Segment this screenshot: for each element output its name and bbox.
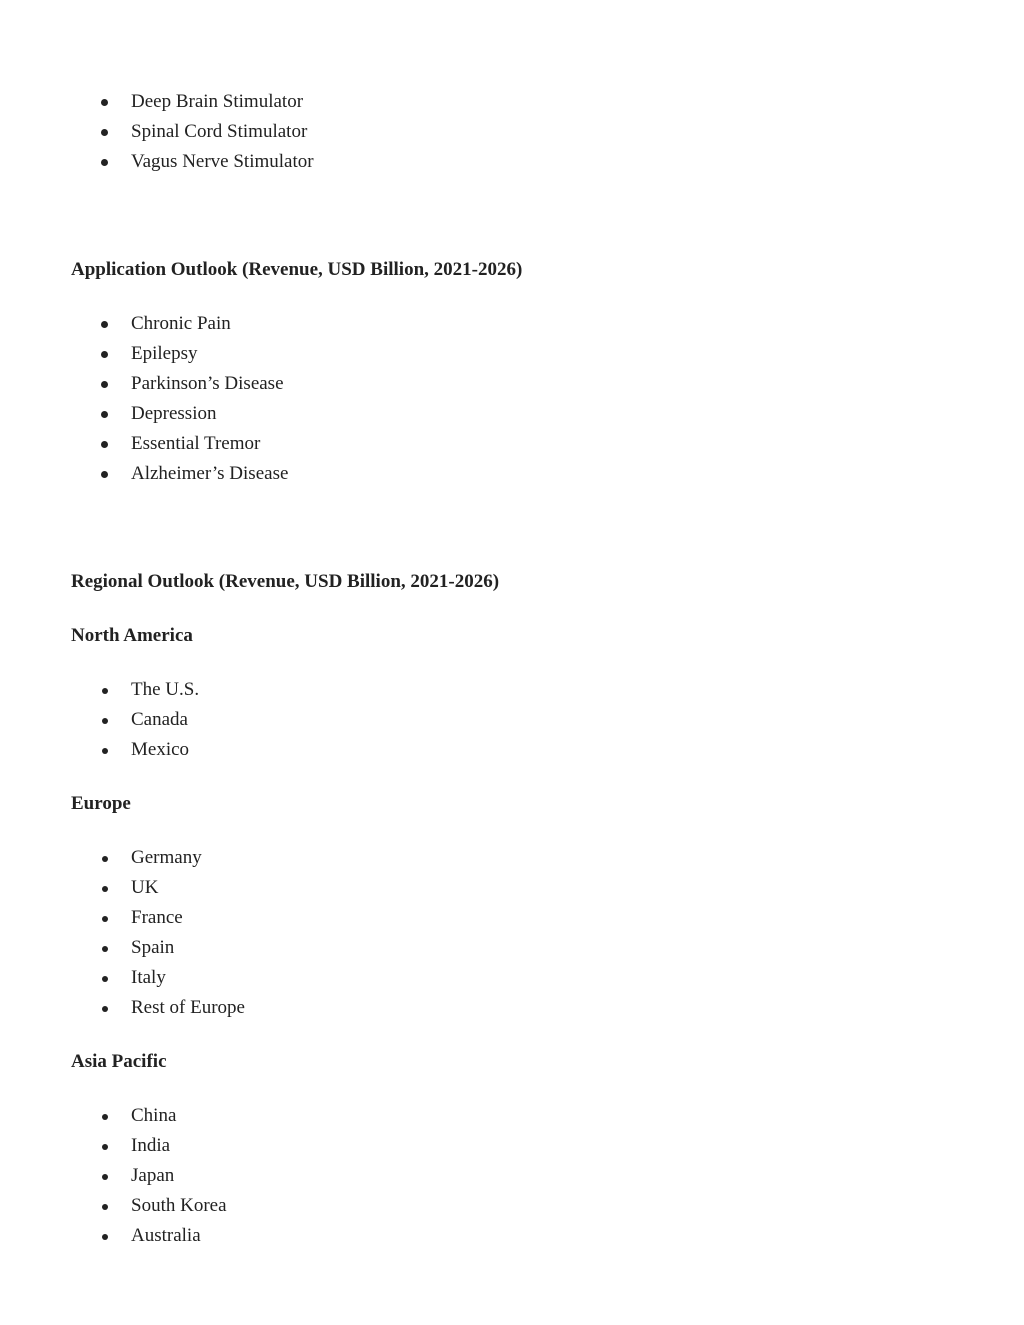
bullet-icon — [102, 718, 108, 724]
list-item-text: South Korea — [131, 1195, 227, 1216]
north-america-list — [0, 675, 199, 765]
list-item-text: Japan — [131, 1165, 175, 1186]
list-item — [0, 903, 245, 933]
bullet-icon — [102, 1114, 108, 1120]
list-item — [0, 963, 245, 993]
list-item-text: France — [131, 907, 183, 928]
list-item-text: UK — [131, 877, 159, 898]
list-item-text: Germany — [131, 847, 202, 868]
list-item — [0, 309, 288, 339]
list-item-text: Spinal Cord Stimulator — [131, 121, 308, 142]
list-item — [0, 993, 245, 1023]
bullet-icon — [101, 129, 108, 136]
list-item-text: Chronic Pain — [131, 313, 231, 334]
list-item — [0, 843, 245, 873]
bullet-icon — [102, 946, 108, 952]
list-item — [0, 147, 314, 177]
list-item-text: India — [131, 1135, 171, 1156]
list-item — [0, 1191, 227, 1221]
list-item-text: Parkinson’s Disease — [131, 373, 284, 394]
list-item — [0, 117, 314, 147]
list-item — [0, 1131, 227, 1161]
list-item-text: Deep Brain Stimulator — [131, 91, 304, 112]
europe-heading: Europe — [71, 793, 131, 814]
bullet-icon — [102, 856, 108, 862]
bullet-icon — [101, 381, 108, 388]
list-item — [0, 675, 199, 705]
bullet-icon — [102, 976, 108, 982]
list-item — [0, 1101, 227, 1131]
bullet-icon — [102, 916, 108, 922]
regional-outlook-heading: Regional Outlook (Revenue, USD Billion, 2021-2026) — [71, 571, 500, 592]
bullet-icon — [102, 1144, 108, 1150]
list-item — [0, 339, 288, 369]
bullet-icon — [101, 471, 108, 478]
list-item-text: Spain — [131, 937, 175, 958]
list-item — [0, 429, 288, 459]
bullet-icon — [101, 441, 108, 448]
list-item-text: China — [131, 1105, 177, 1126]
list-item-text: Canada — [131, 709, 188, 730]
list-item — [0, 369, 288, 399]
bullet-icon — [101, 411, 108, 418]
bullet-icon — [102, 1006, 108, 1012]
list-item-text: The U.S. — [131, 679, 200, 700]
bullet-icon — [102, 1204, 108, 1210]
north-america-heading: North America — [71, 625, 193, 646]
list-item — [0, 459, 288, 489]
bullet-icon — [101, 99, 108, 106]
list-item — [0, 399, 288, 429]
list-item — [0, 933, 245, 963]
bullet-icon — [102, 1174, 108, 1180]
list-item — [0, 1221, 227, 1251]
list-item-text: Alzheimer’s Disease — [131, 463, 289, 484]
product-list — [0, 87, 314, 177]
bullet-icon — [102, 748, 108, 754]
bullet-icon — [101, 351, 108, 358]
list-item — [0, 873, 245, 903]
asia-pacific-heading: Asia Pacific — [71, 1051, 167, 1072]
bullet-icon — [101, 321, 108, 328]
bullet-icon — [102, 1234, 108, 1240]
list-item — [0, 735, 199, 765]
list-item-text: Essential Tremor — [131, 433, 261, 454]
bullet-icon — [101, 159, 108, 166]
list-item-text: Australia — [131, 1225, 201, 1246]
application-list — [0, 309, 288, 489]
list-item-text: Depression — [131, 403, 217, 424]
list-item-text: Vagus Nerve Stimulator — [131, 151, 314, 172]
list-item-text: Epilepsy — [131, 343, 198, 364]
list-item-text: Mexico — [131, 739, 190, 760]
application-outlook-heading: Application Outlook (Revenue, USD Billion, 2021-2026) — [71, 259, 523, 280]
list-item — [0, 87, 314, 117]
bullet-icon — [102, 688, 108, 694]
list-item — [0, 705, 199, 735]
europe-list — [0, 843, 245, 1023]
list-item-text: Italy — [131, 967, 166, 988]
list-item-text: Rest of Europe — [131, 997, 245, 1018]
asia-pacific-list — [0, 1101, 227, 1251]
bullet-icon — [102, 886, 108, 892]
list-item — [0, 1161, 227, 1191]
